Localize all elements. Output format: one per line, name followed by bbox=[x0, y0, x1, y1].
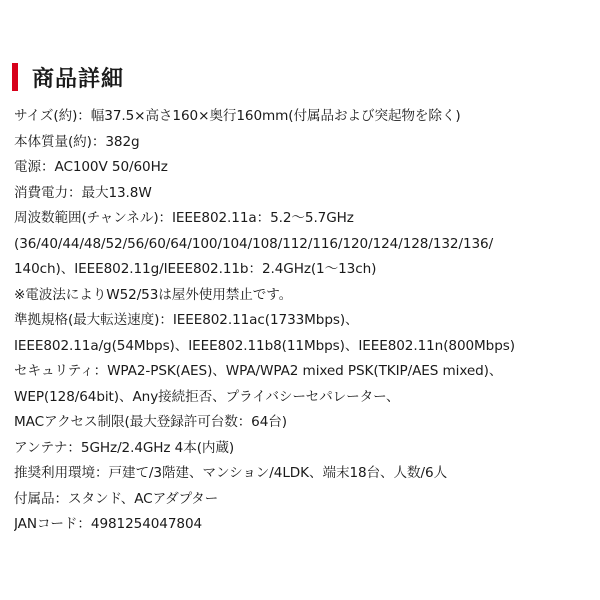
spec-line-security: セキュリティ：WPA2-PSK(AES)、WPA/WPA2 mixed PSK(TKIP/AES mixed)、 bbox=[14, 363, 503, 379]
section-heading bbox=[12, 62, 124, 92]
spec-line-environment: 推奨利用環境：戸建て/3階建、マンション/4LDK、端末18台、人数/6人 bbox=[14, 465, 448, 481]
spec-line-frequency: 周波数範囲(チャンネル)：IEEE802.11a：5.2〜5.7GHz bbox=[14, 210, 354, 226]
spec-line-standards: 準拠規格(最大転送速度)：IEEE802.11ac(1733Mbps)、 bbox=[14, 312, 359, 328]
heading-accent-bar bbox=[12, 63, 18, 91]
spec-line-size: サイズ(約)：幅37.5×高さ160×奥行160mm(付属品および突起物を除く) bbox=[14, 108, 461, 124]
spec-line-jan-code: JANコード：4981254047804 bbox=[14, 516, 203, 532]
spec-line-security-cont: WEP(128/64bit)、Any接続拒否、プライバシーセパレーター、 bbox=[14, 388, 400, 405]
spec-line-antenna: アンテナ：5GHz/2.4GHz 4本(内蔵) bbox=[14, 439, 235, 456]
spec-line-power-consumption: 消費電力：最大13.8W bbox=[14, 184, 152, 201]
spec-list bbox=[14, 104, 594, 538]
heading-title: 商品詳細 bbox=[32, 66, 125, 92]
spec-line-accessories: 付属品：スタンド、ACアダプター bbox=[14, 490, 219, 507]
spec-line-weight: 本体質量(約)：382g bbox=[14, 133, 140, 150]
spec-line-frequency-channels-cont: 140ch)、IEEE802.11g/IEEE802.11b：2.4GHz(1〜13ch) bbox=[14, 261, 377, 277]
spec-line-standards-cont: IEEE802.11a/g(54Mbps)、IEEE802.11b8(11Mbps)、IEEE802.11n(800Mbps) bbox=[14, 337, 515, 354]
spec-line-radio-note: ※電波法によりW52/53は屋外使用禁止です。 bbox=[14, 286, 293, 303]
spec-line-frequency-channels: (36/40/44/48/52/56/60/64/100/104/108/112/116/120/124/128/132/136/ bbox=[14, 235, 494, 252]
spec-line-mac-filter: MACアクセス制限(最大登録許可台数：64台) bbox=[14, 414, 287, 430]
spec-line-power-source: 電源：AC100V 50/60Hz bbox=[14, 159, 168, 175]
